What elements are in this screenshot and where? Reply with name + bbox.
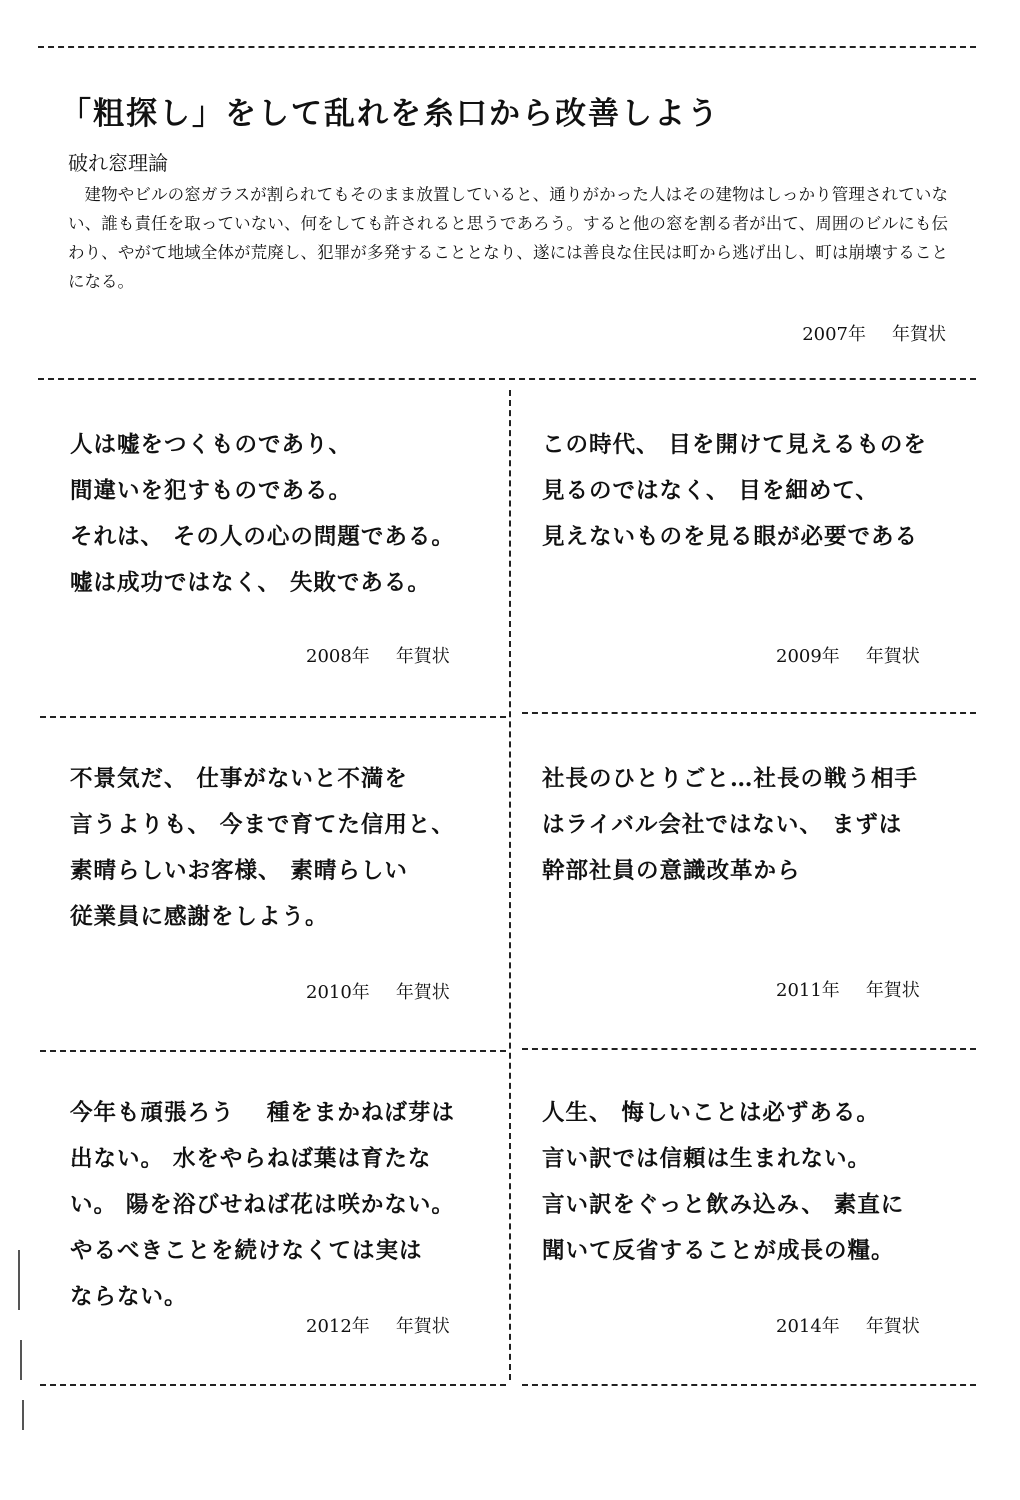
message-line: 嘘は成功ではなく、 失敗である。: [70, 570, 431, 596]
signature-year: 2014年: [776, 1316, 840, 1337]
message-line: 不景気だ、 仕事がないと不満を: [70, 766, 408, 792]
divider-row1-left: [40, 716, 506, 718]
scan-edge-marks: [14, 1250, 28, 1430]
signature-year: 2011年: [776, 980, 840, 1001]
divider-vertical: [509, 390, 511, 1380]
message-line: 聞いて反省することが成長の糧。: [542, 1238, 895, 1264]
signature-2011: [776, 976, 920, 1002]
message-line: 言い訳をぐっと飲み込み、 素直に: [542, 1192, 905, 1218]
message-2009: [542, 422, 927, 560]
message-line: それは、 その人の心の問題である。: [70, 524, 455, 550]
message-line: 社長のひとりごと…社長の戦う相手: [542, 766, 919, 792]
message-line: い。 陽を浴びせねば花は咲かない。: [70, 1192, 455, 1218]
message-2012: [70, 1090, 455, 1320]
message-line: 間違いを犯すものである。: [70, 478, 353, 504]
message-line: ならない。: [70, 1284, 188, 1310]
intro-signature: [802, 320, 946, 346]
message-line: 今年も頑張ろう 種をまかねば芽は: [70, 1100, 455, 1126]
message-line: 見るのではなく、 目を細めて、: [542, 478, 879, 504]
signature-label: 年賀状: [865, 980, 920, 1001]
signature-2010: [306, 978, 450, 1004]
divider-bottom-left: [40, 1384, 506, 1386]
signature-year: 2012年: [306, 1316, 370, 1337]
message-line: 従業員に感謝をしよう。: [70, 904, 329, 930]
message-line: はライバル会社ではない、 まずは: [542, 812, 903, 838]
signature-year: 2008年: [306, 646, 370, 667]
divider-bottom-right: [522, 1384, 976, 1386]
signature-2014: [776, 1312, 920, 1338]
page-title: 「粗探し」をして乱れを糸口から改善しよう: [60, 96, 720, 132]
section-subtitle: 破れ窓理論: [68, 151, 168, 175]
divider-row1-right: [522, 712, 976, 714]
intro-text: 建物やビルの窓ガラスが割られてもそのまま放置していると、通りがかった人はその建物はしっかり管理されていない、誰も責任を取っていない、何をしても許されると思うであろう。すると他の窓を割る者が出て、周囲のビルにも伝わり、やがて地域全体が荒廃し、犯罪が多発することとなり、遂には善良な住民は町から逃げ出し、町は崩壊することになる。: [68, 185, 949, 291]
message-line: 素晴らしいお客様、 素晴らしい: [70, 858, 408, 884]
message-line: 言い訳では信頼は生まれない。: [542, 1146, 872, 1172]
message-2008: [70, 422, 455, 606]
divider-row2-right: [522, 1048, 976, 1050]
divider-after-intro: [38, 378, 976, 380]
message-2010: [70, 756, 455, 940]
signature-label: 年賀状: [395, 646, 450, 667]
message-line: 出ない。 水をやらねば葉は育たな: [70, 1146, 432, 1172]
message-2011: [542, 756, 918, 894]
signature-label: 年賀状: [865, 646, 920, 667]
message-line: 人は嘘をつくものであり、: [70, 432, 353, 458]
divider-row2-left: [40, 1050, 506, 1052]
intro-paragraph: [68, 180, 948, 296]
message-line: 幹部社員の意識改革から: [542, 858, 801, 884]
signature-2009: [776, 642, 920, 668]
signature-year: 2009年: [776, 646, 840, 667]
signature-label: 年賀状: [395, 982, 450, 1003]
signature-2008: [306, 642, 450, 668]
message-line: やるべきことを続けなくては実は: [70, 1238, 423, 1264]
signature-2012: [306, 1312, 450, 1338]
message-line: 人生、 悔しいことは必ずある。: [542, 1100, 880, 1126]
message-2014: [542, 1090, 904, 1274]
signature-label: 年賀状: [395, 1316, 450, 1337]
signature-year: 2010年: [306, 982, 370, 1003]
signature-label: 年賀状: [892, 324, 946, 345]
message-line: 言うよりも、 今まで育てた信用と、: [70, 812, 455, 838]
signature-label: 年賀状: [865, 1316, 920, 1337]
message-line: この時代、 目を開けて見えるものを: [542, 432, 927, 458]
message-line: 見えないものを見る眼が必要である: [542, 524, 919, 550]
divider-top: [38, 46, 976, 48]
signature-year: 2007年: [802, 324, 866, 345]
